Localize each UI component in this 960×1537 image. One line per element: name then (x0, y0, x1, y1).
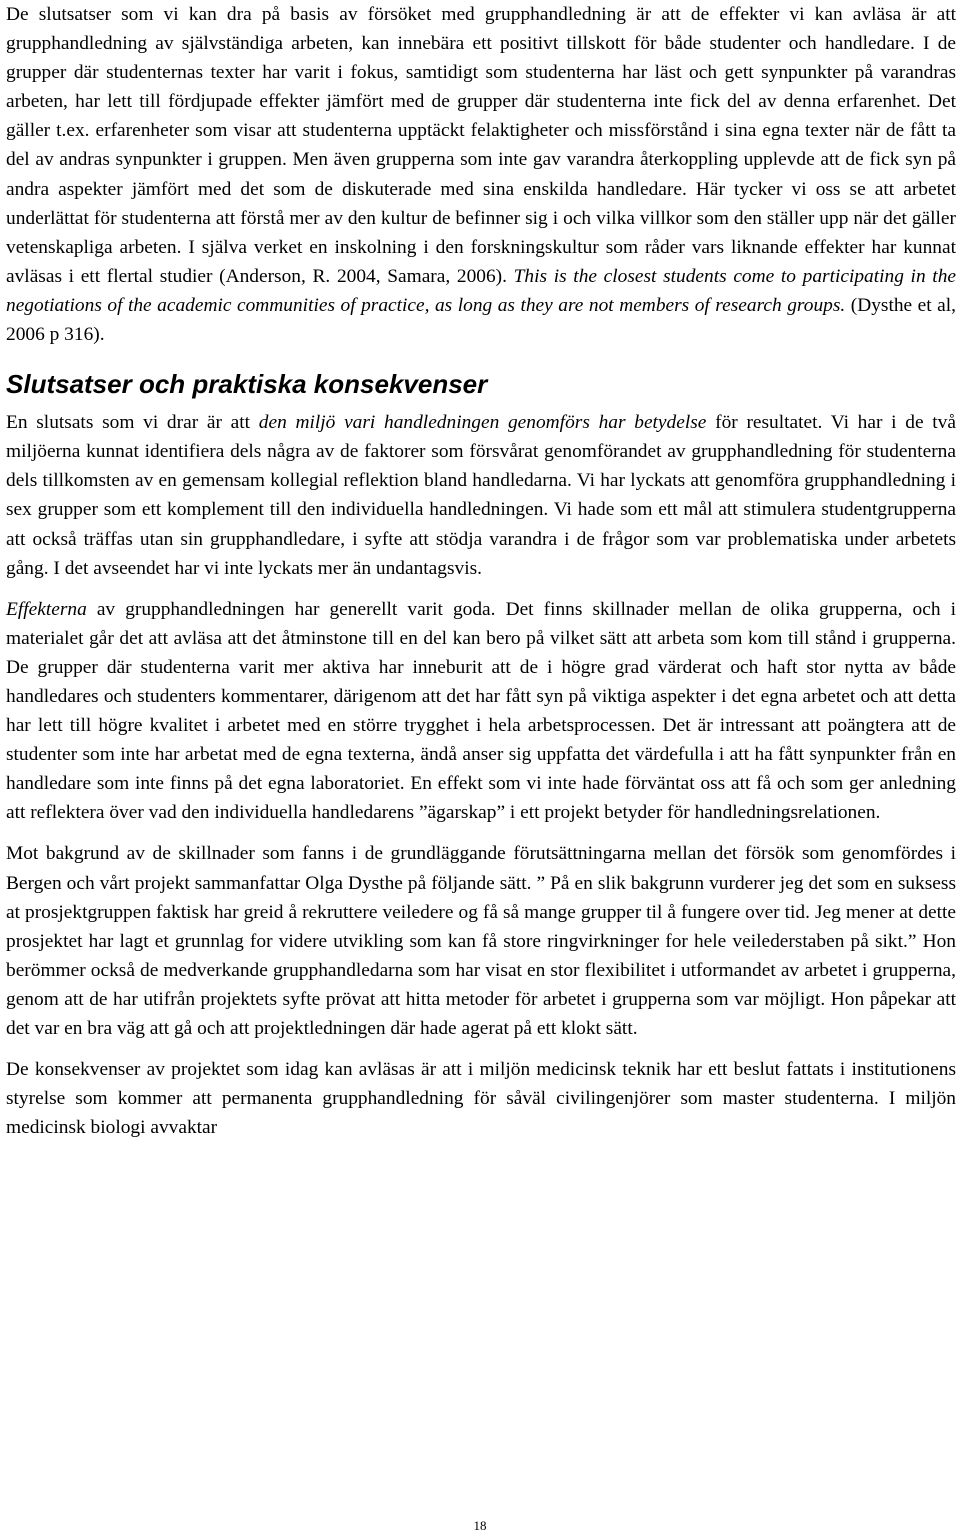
paragraph-conclusions-intro (6, 0, 956, 349)
emphasis-text: den miljö vari handledningen genomförs har betydelse (258, 412, 707, 434)
paragraph-background (6, 839, 956, 1043)
paragraph-text: De konsekvenser av projektet som idag kan avläsas är att i miljön medicinsk teknik har ett beslut fattats i institutionens styrelse som kommer att permanenta grupphandledning för såväl civilingenjörer som master studenterna. I miljön medicinsk biologi avvaktar (6, 1059, 956, 1139)
emphasis-text: Effekterna (6, 598, 87, 620)
paragraph-text: Mot bakgrund av de skillnader som fanns i de grundläggande förutsättningarna mellan det försök som genomfördes i Bergen och vårt projekt sammanfattar Olga Dysthe på följande sätt. ” På en slik bakgrunn vurderer jeg det som en suksess at prosjektgruppen faktisk har greid å rekruttere veiledere og få så mange grupper til å fungere over tid. Jeg mener at dette prosjektet har lagt et grunnlag for videre utvikling som kan få store ringvirkninger for hele veilederstaben på sikt.” Hon berömmer också de medverkande grupphandledarna som har visat en stor flexibilitet i utformandet av arbetet i grupperna, genom att de har utifrån projektets syfte prövat att hitta metoder för arbetet i grupperna som var möjligt. Hon påpekar att det var en bra väg att gå och att projektledningen där hade agerat på ett klokt sätt. (6, 843, 956, 1039)
paragraph-text: En slutsats som vi drar är att (6, 412, 259, 434)
paragraph-text: för resultatet. Vi har i de två miljöerna kunnat identifiera dels några av de faktorer som försvårat genomförandet av grupphandledning för studenterna dels tillkomsten av en gemensam kollegial reflektion bland handledarna. Vi har lyckats att genomföra grupphandledning i sex grupper som ett komplement till den individuella handledningen. Vi hade som ett mål att stimulera studentgrupperna att också träffas utan sin grupphandledare, i syfte att stödja varandra i de frågor som var problematiska under arbetets gång. I det avseendet har vi inte lyckats mer än undantagsvis. (6, 412, 956, 579)
page-body (6, 0, 956, 1154)
paragraph-environment (6, 408, 956, 583)
citation-source: (Dysthe et al, 2006 p 316). (6, 294, 956, 346)
paragraph-text: De slutsatser som vi kan dra på basis av försöket med grupphandledning är att de effekter vi kan avläsa är att grupphandledning av självständiga arbeten, kan innebära ett positivt tillskott för både studenter och handledare. I de grupper där studenternas texter har varit i fokus, samtidigt som studenterna har läst och gett synpunkter på varandras arbeten, har lett till fördjupade effekter jämfört med de grupper där studenterna inte fick del av denna erfarenhet. Det gäller t.ex. erfarenheter som visar att studenterna upptäckt felaktigheter och missförstånd i sina egna texter när de fått ta del av andras synpunkter i gruppen. Men även grupperna som inte gav varandra återkoppling upplevde att de fick syn på andra aspekter jämfört med det som de diskuterade med sina enskilda handledare. Här tycker vi oss se att arbetet underlättat för studenterna att förstå mer av den kultur de befinner sig i och vilka villkor som den ställer upp när det gäller vetenskapliga arbeten. I själva verket en inskolning i den forskningskultur som råder vars liknande effekter har kunnat avläsas i ett flertal studier (Anderson, R. 2004, Samara, 2006). (6, 4, 956, 287)
paragraph-consequences (6, 1055, 956, 1142)
paragraph-effects (6, 595, 956, 828)
section-heading: Slutsatser och praktiska konsekvenser (6, 369, 488, 400)
paragraph-text: av grupphandledningen har generellt varit goda. Det finns skillnader mellan de olika grupperna, och i materialet går det att avläsa att det åtminstone till en del kan bero på vilket sätt att arbeta som kom till stånd i grupperna. De grupper där studenterna varit mer aktiva har inneburit att de i högre grad värderat och haft stor nytta av både handledares och studenters kommentarer, därigenom att det har fått syn på viktiga aspekter i det egna arbetet och att detta har lett till högre kvalitet i arbetet med en större trygghet i hela arbetsprocessen. Det är intressant att poängtera att de studenter som inte har arbetat med de egna texterna, ändå anser sig uppfatta det värdefulla i att ha fått synpunkter från en handledare som inte finns på det egna laboratoriet. En effekt som vi inte hade förväntat oss att få och som ger anledning att reflektera över vad den individuella handledarens ”ägarskap” i ett projekt betyder för handledningsrelationen. (6, 598, 956, 824)
citation-quote: This is the closest students come to participating in the negotiations of the academic communities of practice, as long as they are not members of research groups. (6, 265, 956, 316)
page-number: 18 (473, 1518, 487, 1533)
